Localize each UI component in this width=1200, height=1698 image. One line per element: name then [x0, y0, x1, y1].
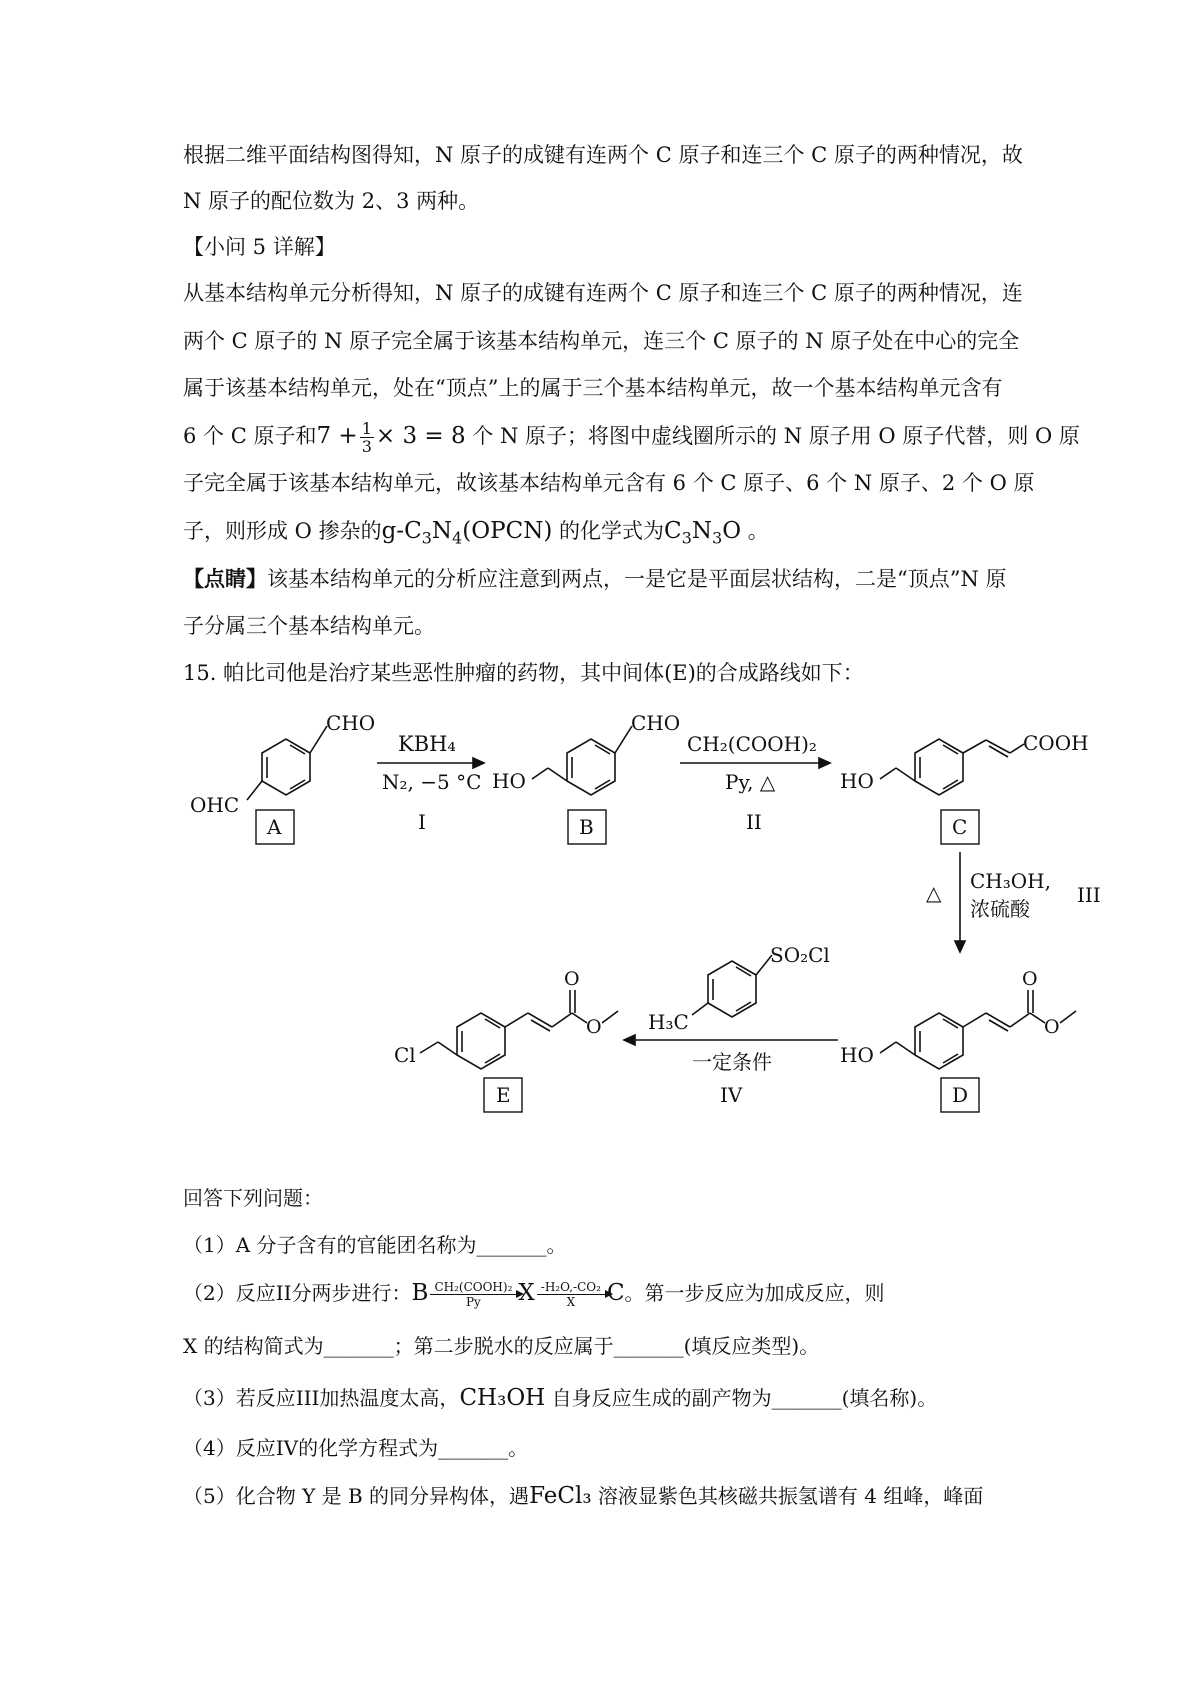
cond-2-bottom: X [537, 1294, 605, 1309]
label-cho-a: CHO [326, 711, 376, 735]
tip-heading: 【点睛】 [183, 566, 267, 591]
intermediate-x: X [518, 1280, 535, 1306]
formula-n: N [431, 518, 453, 544]
condition-arrow-2 [537, 1280, 605, 1309]
formula-c: C [664, 518, 682, 544]
sub-question-3-b: 自身反应生成的副产物为_______(填名称)。 [545, 1386, 938, 1410]
sub-question-3 [183, 1383, 937, 1413]
formula-7plus: 7 + [316, 423, 358, 449]
label-step-iv: IV [720, 1083, 743, 1107]
sub-question-3-a: （3）若反应III加热温度太高， [183, 1386, 460, 1410]
label-malonic-acid: CH₂(COOH)₂ [687, 732, 817, 756]
label-step-ii: II [746, 810, 762, 834]
fraction-numerator: 1 [361, 419, 372, 438]
sub-3: 3 [421, 528, 432, 548]
arrow-i [377, 732, 484, 834]
text-line-6: 属于该基本结构单元，处在“顶点”上的属于三个基本结构单元，故一个基本结构单元含有 [183, 376, 1003, 400]
arrow-ii [680, 732, 830, 834]
label-py-heat: Py, △ [725, 770, 776, 794]
sub-question-4: （4）反应IV的化学方程式为_______。 [183, 1436, 529, 1460]
answer-prompt: 回答下列问题： [183, 1186, 323, 1210]
ring-d [915, 1013, 963, 1069]
label-e: E [496, 1083, 511, 1107]
arrow-iii [926, 852, 1101, 952]
text-line-10 [183, 564, 1007, 594]
condition-arrow-1 [430, 1280, 516, 1309]
formula-c3n3o [664, 518, 742, 548]
label-ho-c: HO [840, 769, 874, 793]
label-cho-b: CHO [631, 711, 681, 735]
formula-times3: × 3 = 8 [375, 423, 466, 449]
label-certain-conditions: 一定条件 [692, 1050, 772, 1074]
sub-3c: 3 [711, 528, 723, 548]
sub-question-1: （1）A 分子含有的官能团名称为_______。 [183, 1233, 567, 1257]
label-ho-d: HO [840, 1043, 874, 1067]
sub-question-5-a: （5）化合物 Y 是 B 的同分异构体，遇 [183, 1484, 530, 1508]
text-line-9 [183, 516, 769, 554]
question-15: 15. 帕比司他是治疗某些恶性肿瘤的药物，其中间体(E)的合成路线如下： [183, 661, 864, 685]
sub-4: 4 [452, 528, 463, 548]
label-cooh: COOH [1023, 731, 1089, 755]
text-line-5: 两个 C 原子的 N 原子完全属于该基本结构单元，连三个 C 原子的 N 原子处在中心的完全 [183, 329, 1020, 353]
label-ho-b: HO [492, 769, 526, 793]
label-n2-cond: N₂, −5 °C [382, 770, 482, 794]
sub-question-5-b: 溶液显紫色其核磁共振氢谱有 4 组峰，峰面 [591, 1484, 984, 1508]
label-d: D [952, 1083, 969, 1107]
sub-question-2-a: （2）反应II分两步进行： [183, 1281, 412, 1305]
compound-a [190, 711, 375, 844]
label-step-i: I [418, 810, 426, 834]
formula-ch3oh: CH₃OH [459, 1385, 546, 1411]
cond-2-top: -H₂O,-CO₂ [540, 1280, 601, 1294]
formula-opcn: (OPCN) [462, 518, 553, 544]
reagent-tscl [648, 943, 830, 1034]
text-line-1: 根据二维平面结构图得知，N 原子的成键有连两个 C 原子和连三个 C 原子的两种情况，故 [183, 143, 1023, 167]
label-ohc-a: OHC [190, 793, 240, 817]
label-a: A [267, 815, 282, 839]
formula-n2: N [691, 518, 712, 544]
compound-d [840, 968, 1076, 1112]
text-line-11: 子分属三个基本结构单元。 [183, 614, 435, 638]
ring-a [262, 739, 310, 795]
reactant-b: B [411, 1280, 429, 1306]
ring-b [567, 739, 615, 795]
ring-e [457, 1013, 505, 1069]
formula-gc: g-C [381, 518, 422, 544]
label-step-iii: III [1077, 883, 1101, 907]
sub-question-2 [183, 1278, 885, 1309]
label-heat-iii: △ [926, 881, 942, 905]
section-heading-q5: 【小问 5 详解】 [183, 235, 336, 259]
label-o-ester-e: O [586, 1016, 602, 1038]
label-o-ester-d: O [1044, 1016, 1060, 1038]
label-h3c: H₃C [648, 1010, 689, 1034]
product-c: C [606, 1280, 625, 1306]
text-line-4: 从基本结构单元分析得知，N 原子的成键有连两个 C 原子和连三个 C 原子的两种情况，连 [183, 281, 1023, 305]
formula-gc3n4 [381, 518, 553, 548]
sub-question-5 [183, 1481, 983, 1511]
ring-c [915, 739, 963, 795]
text-line-7-a: 6 个 C 原子和 [183, 424, 317, 448]
text-line-8: 子完全属于该基本结构单元，故该基本结构单元含有 6 个 C 原子、6 个 N 原子、2 个 O 原 [183, 471, 1035, 495]
sub-3b: 3 [681, 528, 692, 548]
label-cl-e: Cl [394, 1043, 416, 1067]
text-line-2: N 原子的配位数为 2、3 两种。 [183, 189, 480, 213]
compound-c [840, 731, 1089, 844]
synthesis-scheme [0, 690, 1200, 1130]
label-b: B [579, 815, 594, 839]
formula-fecl3: FeCl₃ [529, 1483, 592, 1509]
compound-e [394, 968, 618, 1112]
text-line-9-a: 子，则形成 O 掺杂的 [183, 519, 382, 543]
compound-b [492, 711, 680, 844]
cond-1-bottom: Py [430, 1294, 516, 1309]
sub-question-2-cont: X 的结构简式为_______；第二步脱水的反应属于_______(填反应类型)。 [183, 1334, 820, 1358]
cond-1-top: CH₂(COOH)₂ [434, 1280, 513, 1294]
text-line-7-d: 个 N 原子；将图中虚线圈所示的 N 原子用 O 原子代替，则 O 原 [465, 424, 1080, 448]
tip-text: 该基本结构单元的分析应注意到两点，一是它是平面层状结构，二是“顶点”N 原 [267, 567, 1007, 591]
label-c: C [952, 815, 968, 839]
label-h2so4: 浓硫酸 [970, 897, 1030, 921]
text-line-7 [183, 420, 1080, 455]
arrow-iv [624, 943, 838, 1107]
label-so2cl: SO₂Cl [770, 943, 830, 967]
label-o-carbonyl-e: O [564, 968, 580, 990]
label-o-carbonyl-d: O [1022, 968, 1038, 990]
ring-tscl [708, 961, 756, 1017]
formula-o: O [722, 518, 742, 544]
label-ch3oh: CH₃OH, [970, 869, 1051, 893]
text-line-9-i: 。 [741, 519, 769, 543]
fraction-one-third [360, 420, 374, 455]
label-kbh4: KBH₄ [398, 732, 456, 756]
fraction-denominator: 3 [361, 437, 372, 456]
text-line-9-e: 的化学式为 [552, 519, 664, 543]
sub-question-2-b: 。第一步反应为加成反应，则 [624, 1281, 885, 1305]
